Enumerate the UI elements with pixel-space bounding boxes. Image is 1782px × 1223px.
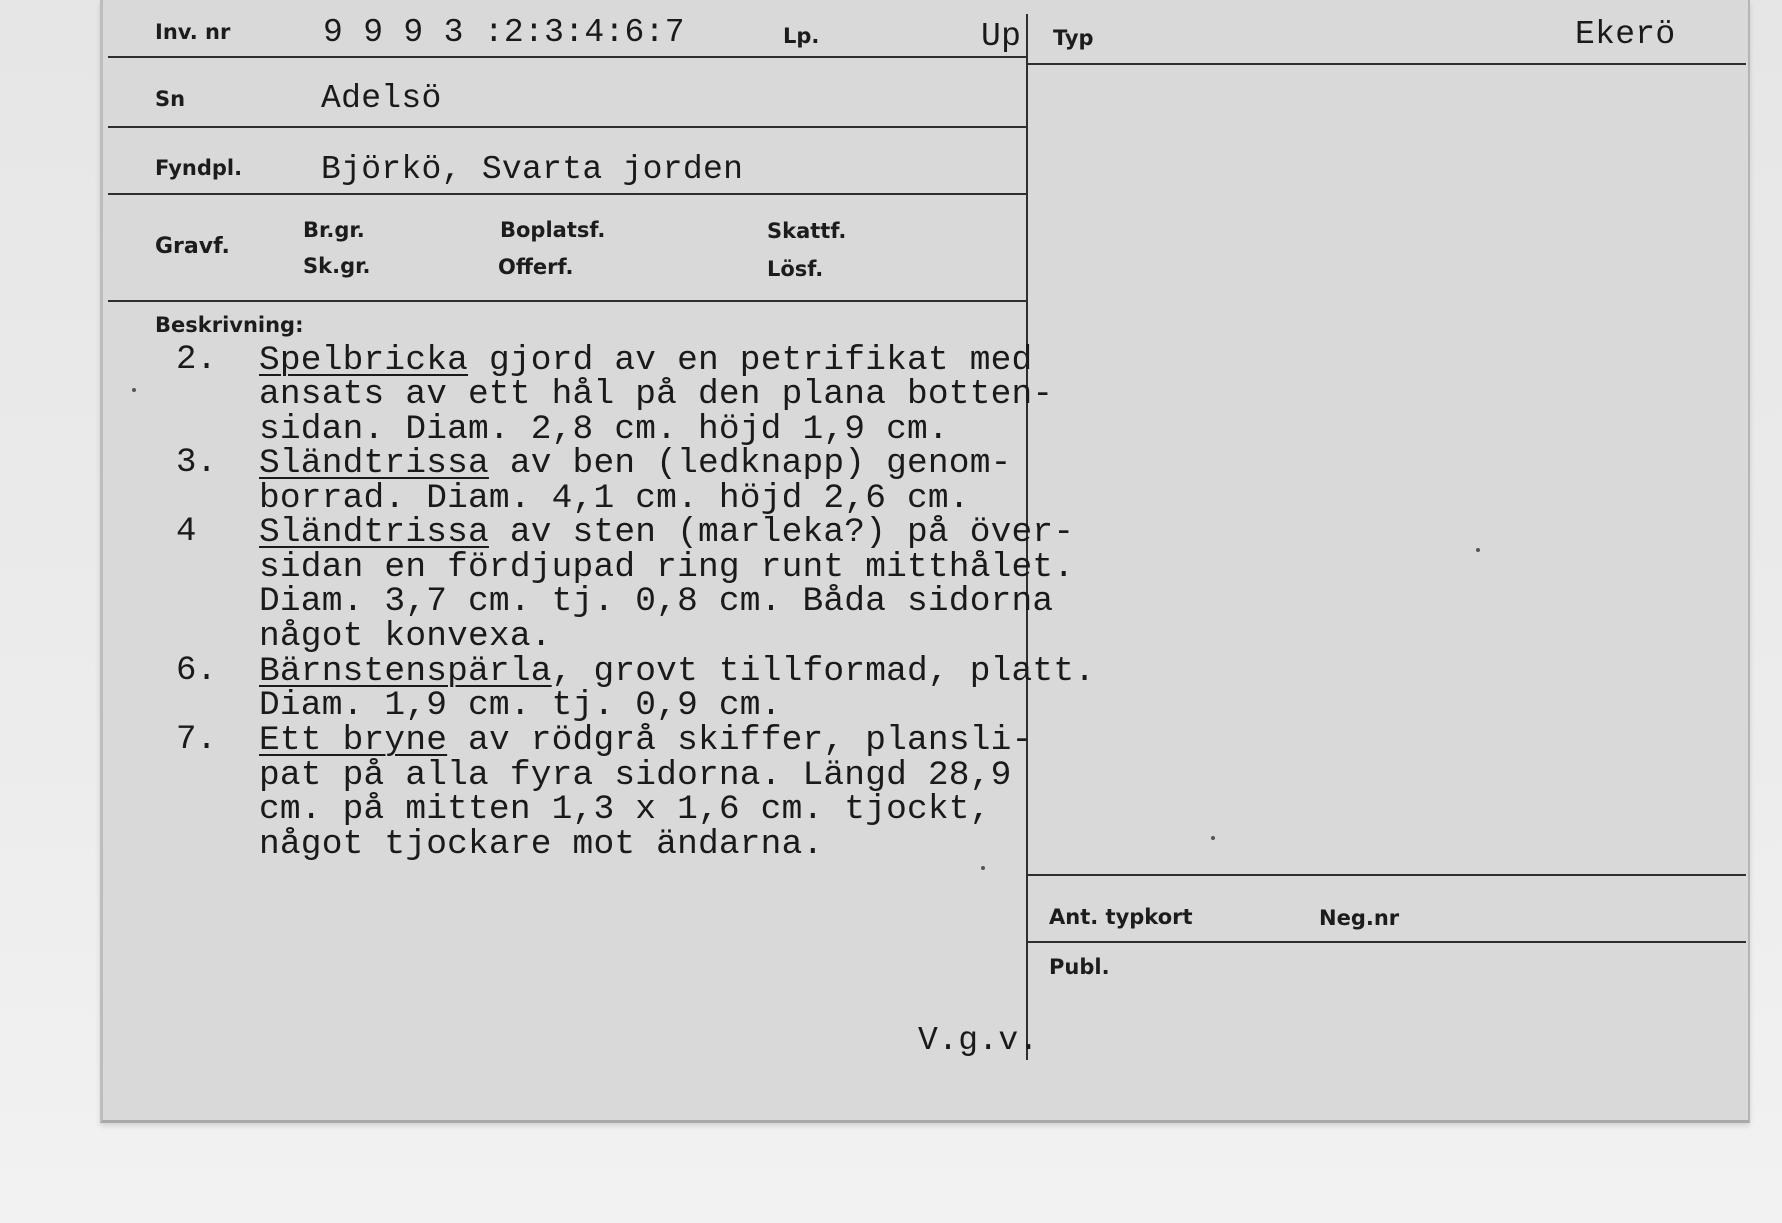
item-line: pat på alla fyra sidorna. Längd 28,9 <box>259 756 1012 795</box>
rule-ant <box>1026 874 1746 876</box>
label-typ: Typ <box>1053 26 1094 50</box>
label-sn: Sn <box>155 87 186 111</box>
item-text: av rödgrå skiffer, plansli- <box>447 721 1033 760</box>
item-line: Diam. 3,7 cm. tj. 0,8 cm. Båda sidorna <box>259 582 1054 621</box>
item-term: Ett bryne <box>259 721 448 760</box>
item-text: , grovt tillformad, platt. <box>551 652 1096 691</box>
paper-speck <box>1211 836 1215 840</box>
label-inv-nr: Inv. nr <box>155 20 231 44</box>
item-number: 6. <box>176 652 217 690</box>
item-line: sidan en fördjupad ring runt mitthålet. <box>259 548 1075 587</box>
item-number: 2. <box>176 341 217 379</box>
item-line <box>259 444 1012 483</box>
label-losf: Lösf. <box>767 257 824 281</box>
item-number: 3. <box>176 444 217 482</box>
label-neg-nr: Neg.nr <box>1319 906 1400 930</box>
label-lp: Lp. <box>783 24 820 48</box>
label-publ: Publ. <box>1049 955 1110 979</box>
paper-speck <box>132 388 136 392</box>
item-term: Sländtrissa <box>259 513 489 552</box>
catalog-card <box>100 0 1750 1123</box>
item-term: Spelbricka <box>259 341 469 380</box>
item-term: Bärnstenspärla <box>259 652 552 691</box>
item-text: gjord av en petrifikat med <box>468 341 1033 380</box>
paper-speck <box>981 866 985 870</box>
rule-publ <box>1026 941 1746 943</box>
rule-row3 <box>108 193 1028 195</box>
value-fyndpl: Björkö, Svarta jorden <box>321 151 744 188</box>
label-offerf: Offerf. <box>498 255 574 279</box>
item-term: Sländtrissa <box>259 444 489 483</box>
rule-row4 <box>108 300 1028 302</box>
rule-typ <box>1028 63 1746 65</box>
value-typ: Ekerö <box>1575 16 1676 53</box>
value-lp: Up <box>981 18 1022 55</box>
rule-row2 <box>108 126 1028 128</box>
label-skattf: Skattf. <box>767 219 847 243</box>
item-line: Diam. 1,9 cm. tj. 0,9 cm. <box>259 686 782 725</box>
label-ant-typkort: Ant. typkort <box>1049 905 1193 929</box>
item-line: borrad. Diam. 4,1 cm. höjd 2,6 cm. <box>259 479 970 518</box>
item-text: av sten (marleka?) på över- <box>488 513 1075 552</box>
value-vgv: V.g.v. <box>918 1022 1039 1059</box>
item-line: cm. på mitten 1,3 x 1,6 cm. tjockt, <box>259 790 991 829</box>
item-line <box>259 721 1032 760</box>
label-beskrivning: Beskrivning: <box>155 313 304 337</box>
item-number: 7. <box>176 721 217 759</box>
value-inv-nr: 9 9 9 3 :2:3:4:6:7 <box>323 14 685 51</box>
item-line: ansats av ett hål på den plana botten- <box>259 375 1054 414</box>
label-br-gr: Br.gr. <box>303 218 365 242</box>
label-fyndpl: Fyndpl. <box>155 156 243 180</box>
item-line: något tjockare mot ändarna. <box>259 825 824 864</box>
item-number: 4 <box>176 513 197 551</box>
rule-row1 <box>108 56 1028 58</box>
value-sn: Adelsö <box>321 80 442 117</box>
item-line <box>259 513 1074 552</box>
paper-speck <box>1476 548 1480 552</box>
item-line: sidan. Diam. 2,8 cm. höjd 1,9 cm. <box>259 410 949 449</box>
label-gravf: Gravf. <box>155 234 230 259</box>
item-text: av ben (ledknapp) genom- <box>488 444 1012 483</box>
label-boplatsf: Boplatsf. <box>500 218 606 242</box>
label-sk-gr: Sk.gr. <box>303 254 371 278</box>
item-line: något konvexa. <box>259 617 552 656</box>
